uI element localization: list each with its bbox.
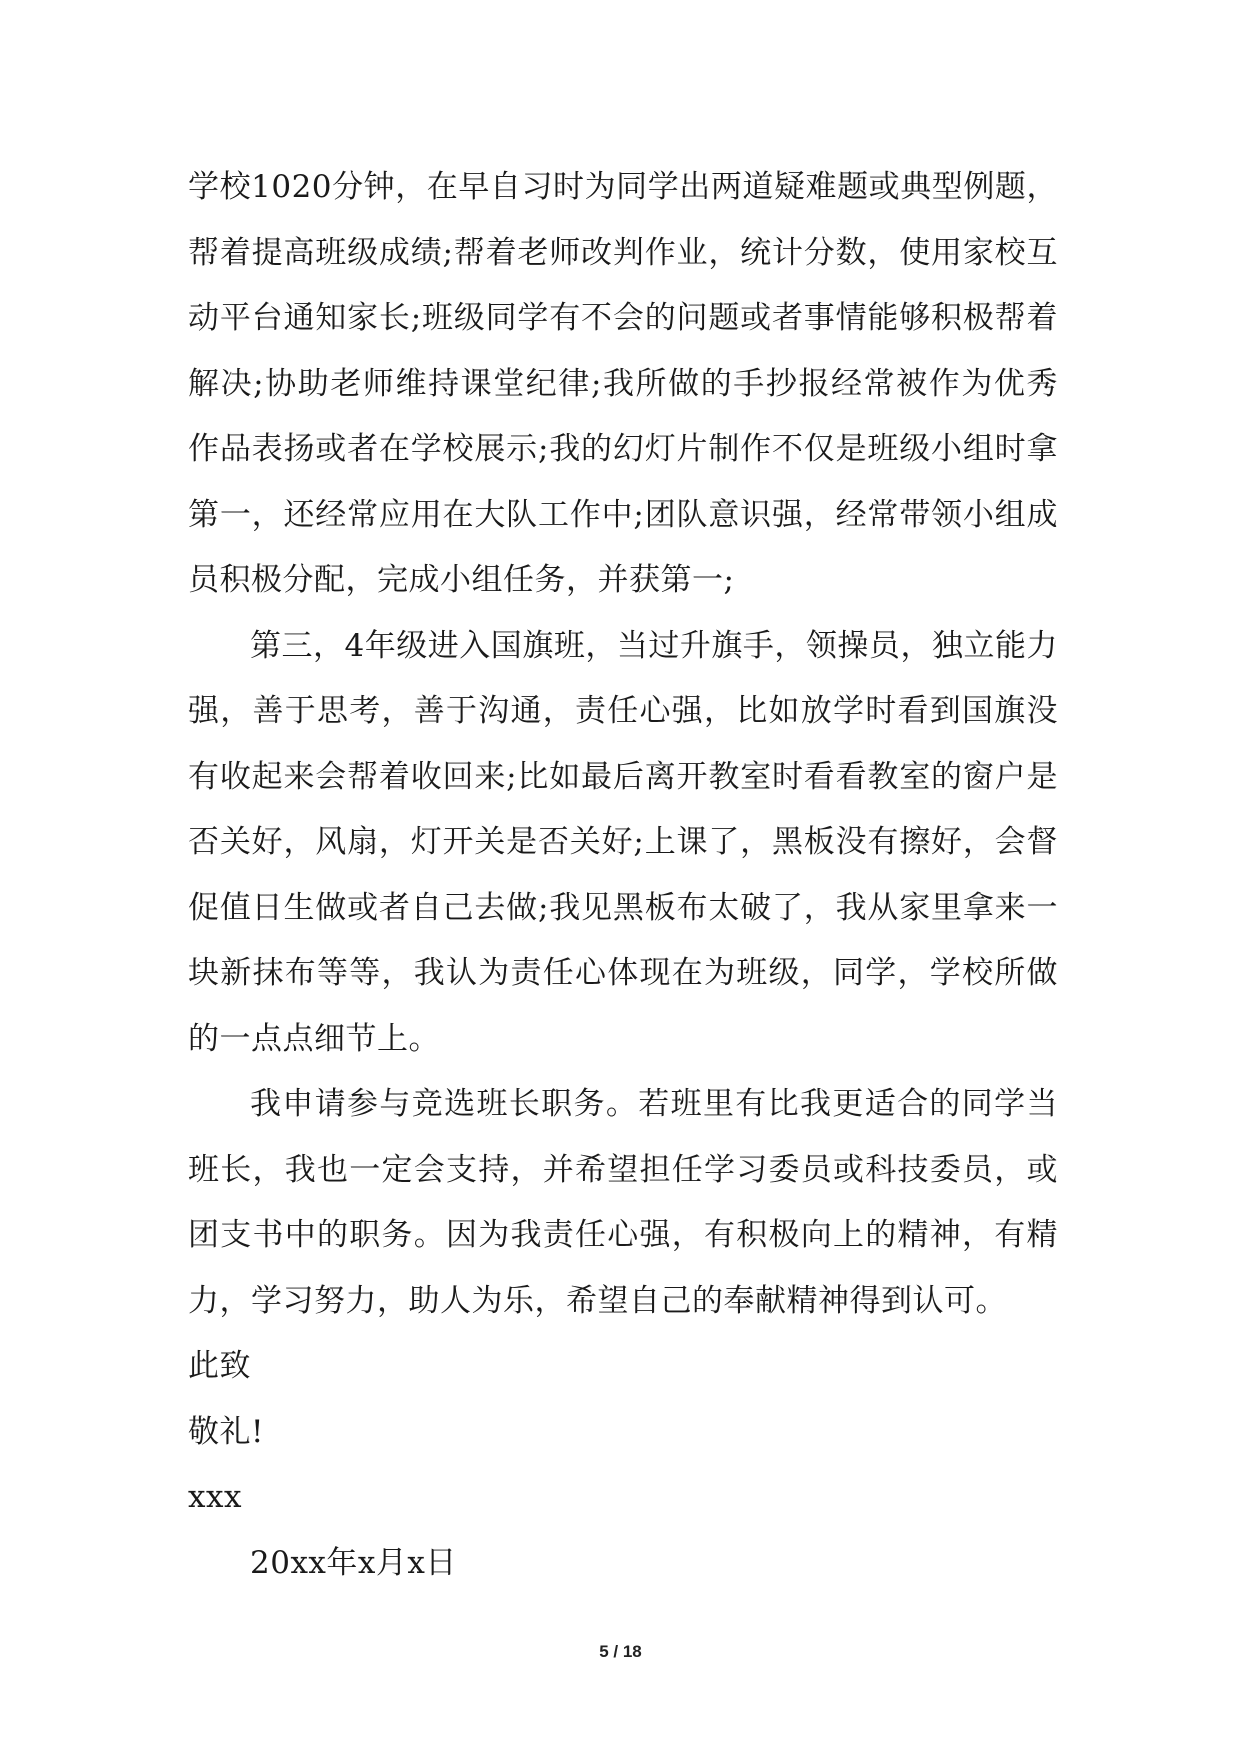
date-line: 20xx年x月x日: [250, 1544, 457, 1581]
salutation-line: 敬礼!: [188, 1413, 264, 1450]
document-body: [188, 155, 1058, 1596]
signature-line: xxx: [188, 1479, 242, 1515]
closing-line: 此致: [188, 1348, 251, 1384]
paragraph-2: 第三，4年级进入国旗班，当过升旗手，领操员，独立能力强，善于思考，善于沟通，责任心强，比如放学时看到国旗没有收起来会帮着收回来;比如最后离开教室时看看教室的窗户是否关好，风扇，灯开关是否关好;上课了，黑板没有擦好，会督促值日生做或者自己去做;我见黑板布太破了，我从家里拿来一块新抹布等等，我认为责任心体现在为班级，同学，学校所做的一点点细节上。: [188, 627, 1058, 1057]
paragraph-1: 学校1020分钟，在早自习时为同学出两道疑难题或典型例题，帮着提高班级成绩;帮着老师改判作业，统计分数，使用家校互动平台通知家长;班级同学有不会的问题或者事情能够积极帮着解决;协助老师维持课堂纪律;我所做的手抄报经常被作为优秀作品表扬或者在学校展示;我的幻灯片制作不仅是班级小组时拿第一，还经常应用在大队工作中;团队意识强，经常带领小组成员积极分配，完成小组任务，并获第一;: [188, 169, 1058, 598]
paragraph-3: 我申请参与竞选班长职务。若班里有比我更适合的同学当班长，我也一定会支持，并希望担任学习委员或科技委员，或团支书中的职务。因为我责任心强，有积极向上的精神，有精力，学习努力，助人为乐，希望自己的奉献精神得到认可。: [188, 1086, 1058, 1319]
page-number: 5 / 18: [599, 1642, 642, 1661]
